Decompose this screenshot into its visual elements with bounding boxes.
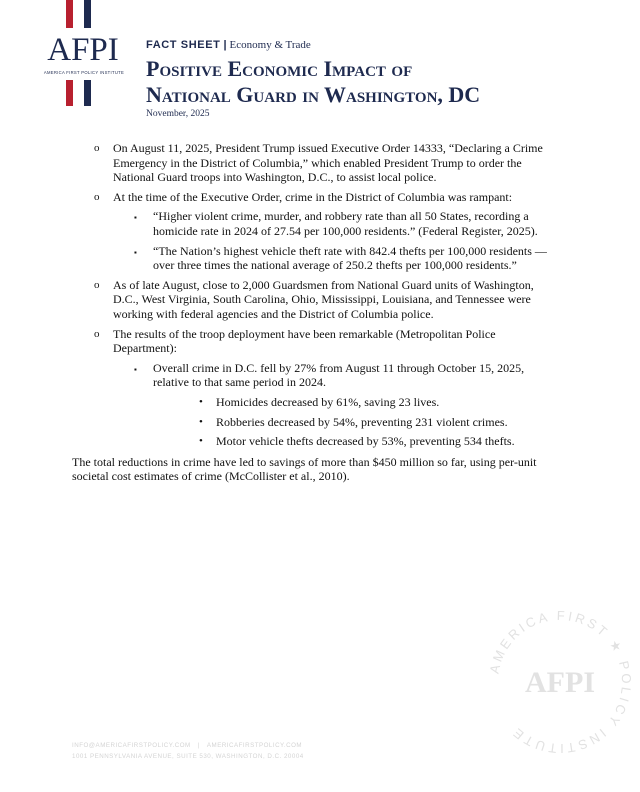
list-item-text: As of late August, close to 2,000 Guardsmen from National Guard units of Washington, D.C., West Virginia, South Carolina, Ohio, Mississippi, Louisiana, and Tennessee were working with federal agencies and the District of Columbia police.: [113, 277, 534, 321]
list-item-text: On August 11, 2025, President Trump issued Executive Order 14333, “Declaring a Crime Emergency in the District of Columbia,” which enabled President Trump to order the National Guard troops into Washington, D.C., to assist local police.: [113, 141, 543, 185]
list-item-text: Overall crime in D.C. fell by 27% from August 11 through October 15, 2025, relative to that same period in 2024.: [153, 360, 525, 390]
list-item-text: At the time of the Executive Order, crime in the District of Columbia was rampant:: [113, 189, 513, 204]
footer-email[interactable]: INFO@AMERICAFIRSTPOLICY.COM: [72, 742, 191, 749]
list-item: [72, 244, 552, 273]
list-item: [72, 415, 552, 430]
title-line-1: Positive Economic Impact of: [146, 56, 413, 81]
publication-date: November, 2025: [146, 109, 210, 119]
list-item: [72, 327, 552, 356]
circle-bullet-icon: o: [94, 278, 100, 291]
square-bullet-icon: ▪: [134, 364, 137, 374]
footer-contact-line: [72, 740, 304, 751]
afpi-seal-watermark: [480, 602, 640, 762]
list-item-text: Motor vehicle thefts decreased by 53%, preventing 534 thefts.: [216, 434, 515, 449]
logo-stripe-top-left: [66, 0, 73, 28]
page-footer: [72, 740, 304, 762]
list-item: [72, 361, 552, 390]
list-item: [72, 209, 552, 238]
dot-bullet-icon: •: [199, 435, 203, 448]
circle-bullet-icon: o: [94, 327, 100, 340]
logo-stripe-bottom-right: [84, 80, 91, 106]
list-item-text: The results of the troop deployment have been remarkable (Metropolitan Police Department):: [113, 326, 496, 356]
list-item: [72, 278, 552, 322]
kicker-separator: |: [223, 39, 227, 51]
square-bullet-icon: ▪: [134, 247, 137, 257]
category-label: Economy & Trade: [229, 39, 311, 51]
logo-stripe-bottom-left: [66, 80, 73, 106]
logo-mark: AFPI: [47, 32, 119, 68]
list-item: [72, 141, 552, 185]
page-title: [146, 56, 586, 108]
kicker-line: [146, 38, 586, 52]
fact-sheet-body: [72, 141, 552, 484]
afpi-logo: [36, 0, 126, 110]
dot-bullet-icon: •: [199, 395, 203, 408]
logo-stripe-top-right: [84, 0, 91, 28]
circle-bullet-icon: o: [94, 142, 100, 154]
list-item-text: Homicides decreased by 61%, saving 23 lives.: [216, 394, 440, 409]
fact-sheet-label: FACT SHEET: [146, 39, 221, 51]
document-header: [146, 38, 586, 119]
list-item: [72, 395, 552, 410]
square-bullet-icon: ▪: [134, 213, 137, 223]
list-item-text: Robberies decreased by 54%, preventing 231 violent crimes.: [216, 414, 508, 429]
footer-website[interactable]: AMERICAFIRSTPOLICY.COM: [206, 742, 303, 749]
dot-bullet-icon: •: [199, 415, 203, 428]
footer-divider: |: [197, 742, 201, 749]
title-line-2: National Guard in Washington, DC: [146, 82, 481, 107]
list-item: [72, 190, 552, 205]
list-item: [72, 434, 552, 449]
list-item-text: “Higher violent crime, murder, and robbery rate than all 50 States, recording a homicide rate in 2024 of 27.54 per 100,000 residents.” (Federal Register, 2025).: [153, 209, 538, 238]
footer-address: 1001 PENNSYLVANIA AVENUE, SUITE 530, WASHINGTON, D.C. 20004: [72, 753, 304, 760]
closing-paragraph: The total reductions in crime have led to savings of more than $450 million so far, using per-unit societal cost estimates of crime (McCollister et al., 2010).: [72, 454, 537, 484]
logo-subtitle: AMERICA FIRST POLICY INSTITUTE: [43, 70, 125, 75]
seal-ring-text: AMERICA FIRST ★ POLICY INSTITUTE: [486, 607, 635, 757]
list-item-text: “The Nation’s highest vehicle theft rate with 842.4 thefts per 100,000 residents — over three times the national average of 250.2 thefts per 100,000 residents.”: [153, 243, 547, 273]
circle-bullet-icon: o: [94, 190, 100, 203]
seal-center-text: AFPI: [525, 666, 595, 699]
